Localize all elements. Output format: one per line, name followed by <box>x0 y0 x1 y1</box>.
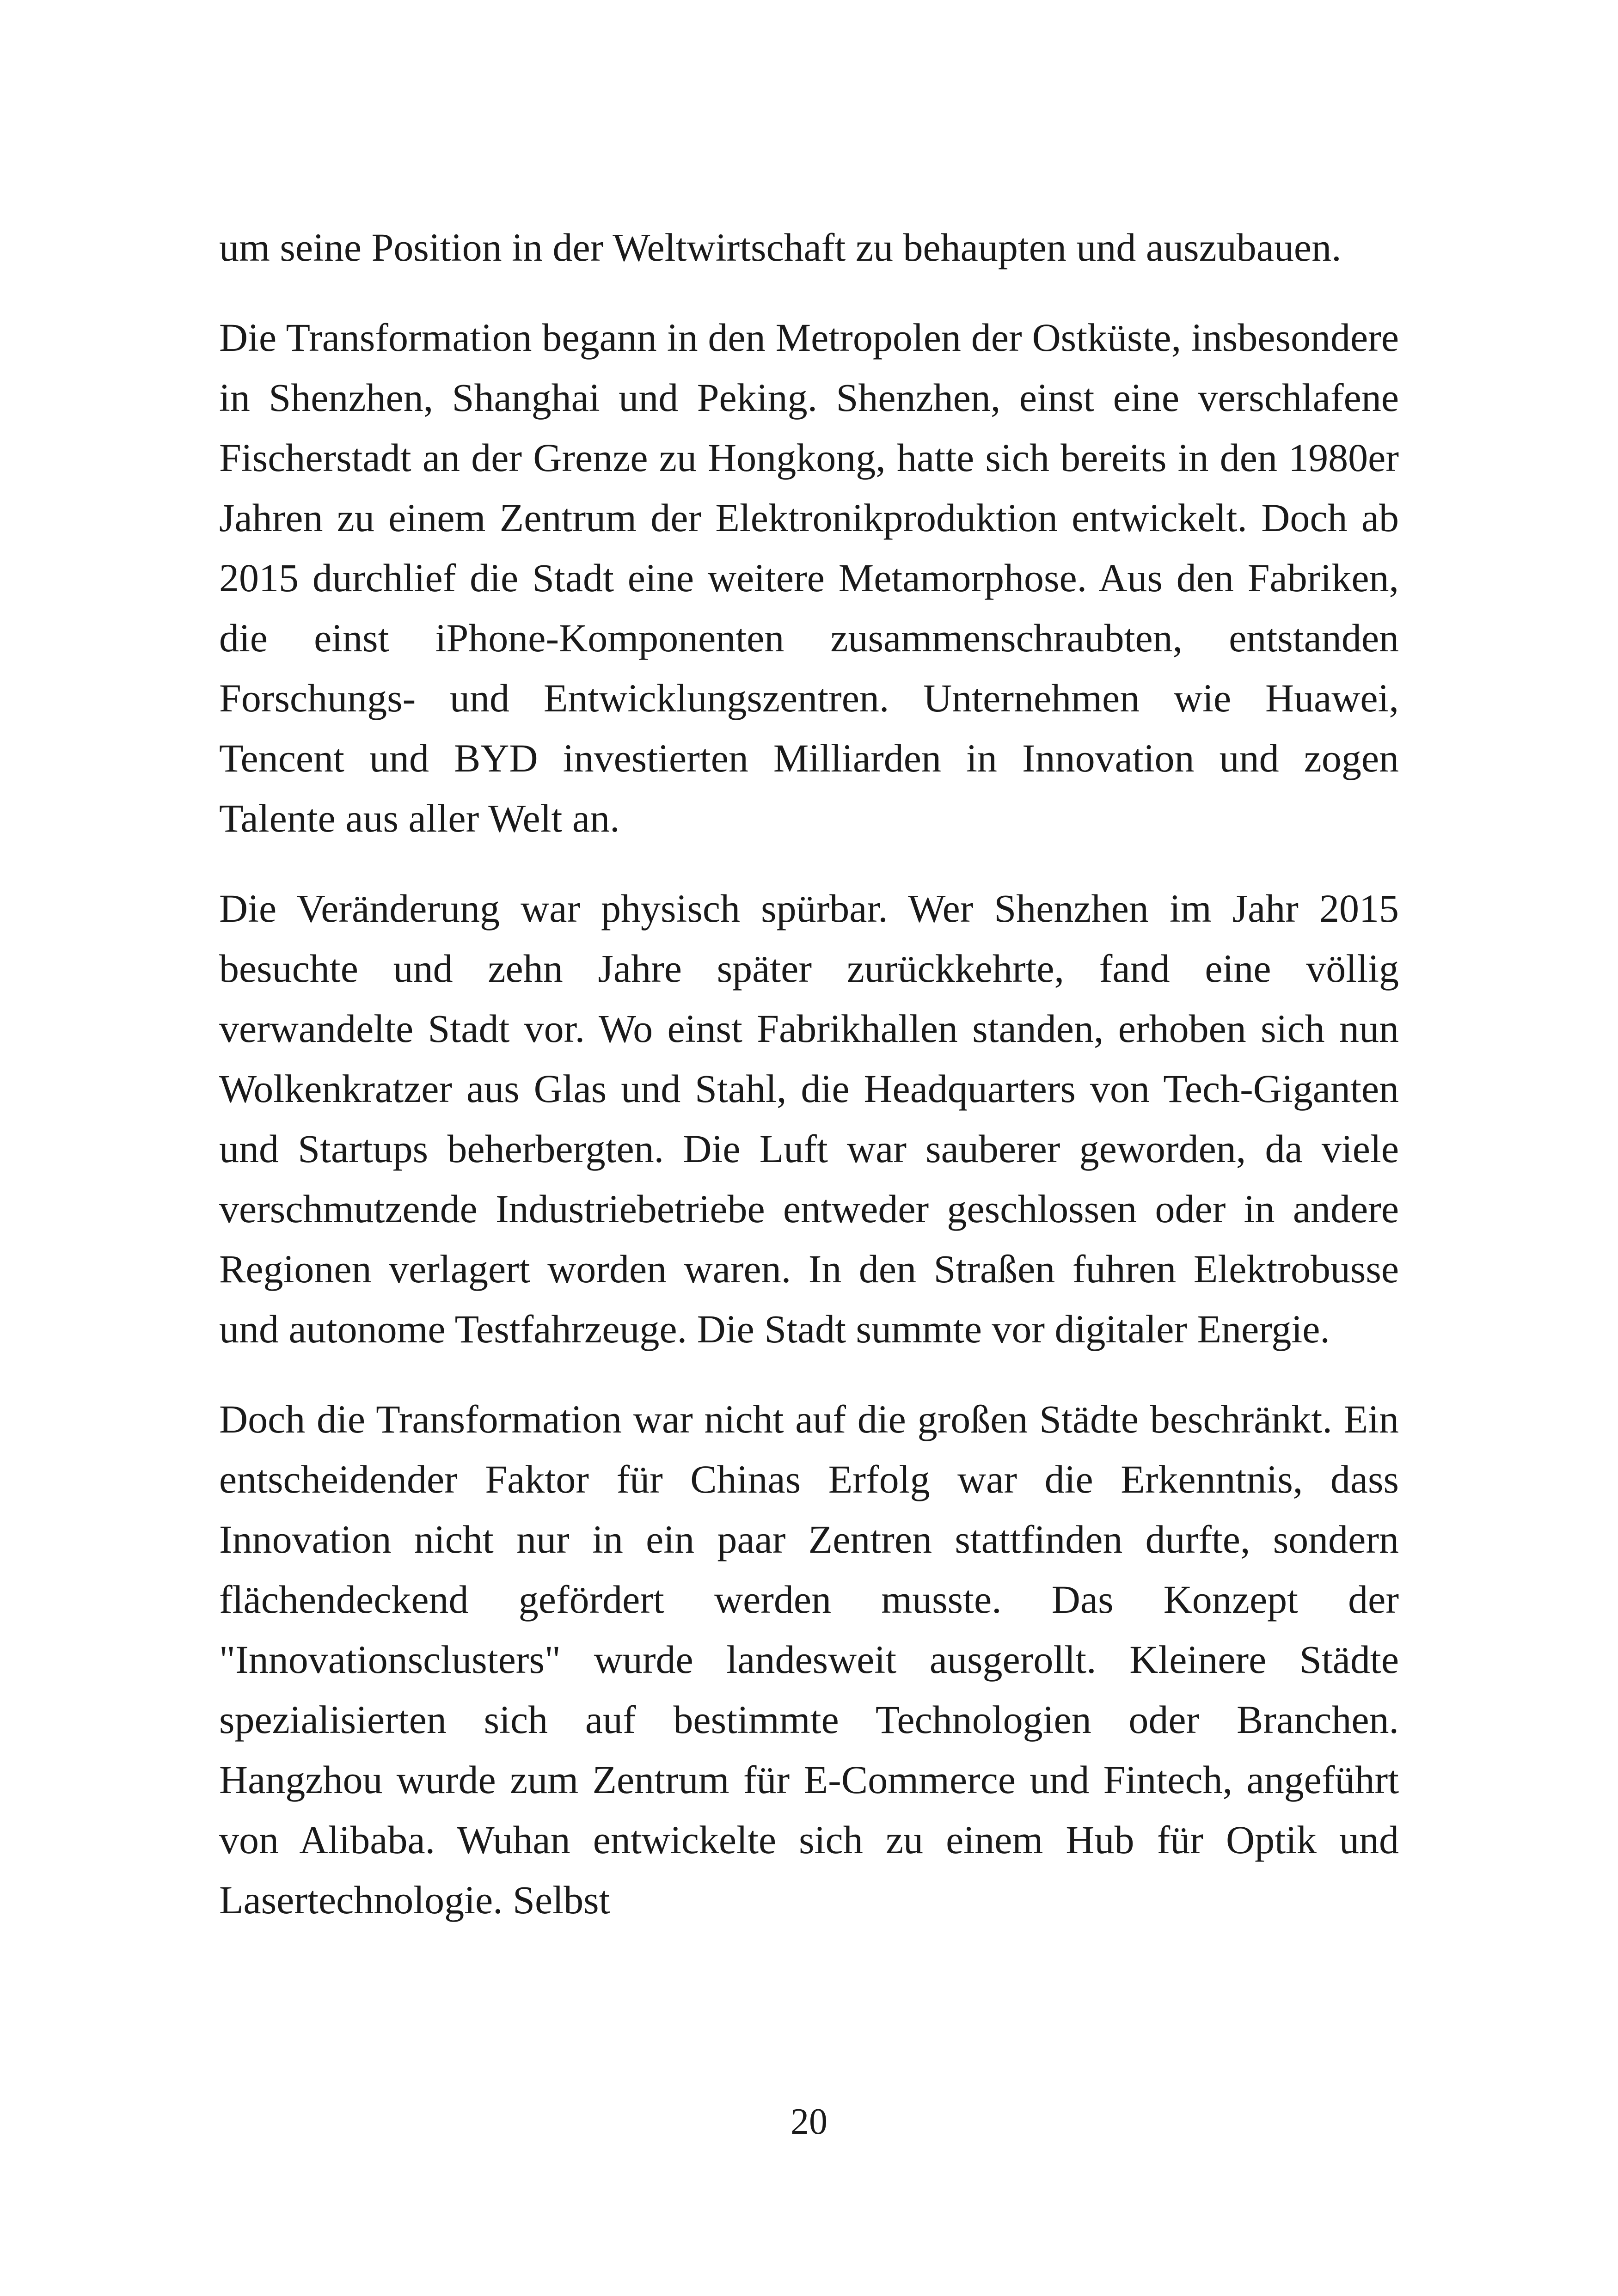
page-number: 20 <box>791 2101 827 2142</box>
body-text <box>219 217 1399 1930</box>
paragraph-3: Die Veränderung war physisch spürbar. Wer Shenzhen im Jahr 2015 besuchte und zehn Jahre später zurückkehrte, fand eine völlig verwandelte Stadt vor. Wo einst Fabrikhallen standen, erhoben sich nun Wolkenkratzer aus Glas und Stahl, die Headquarters von Tech-Giganten und Startups beherbergten. Die Luft war sauberer geworden, da viele verschmutzende Industriebetriebe entweder geschlossen oder in andere Regionen verlagert worden waren. In den Straßen fuhren Elektrobusse und autonome Testfahrzeuge. Die Stadt summte vor digitaler Energie. <box>219 886 1399 1351</box>
paragraph-2: Die Transformation begann in den Metropolen der Ostküste, insbesondere in Shenzhen, Shanghai und Peking. Shenzhen, einst eine verschlafene Fischerstadt an der Grenze zu Hongkong, hatte sich bereits in den 1980er Jahren zu einem Zentrum der Elektronikproduktion entwickelt. Doch ab 2015 durchlief die Stadt eine weitere Metamorphose. Aus den Fabriken, die einst iPhone-Komponenten zusammenschraubten, entstanden Forschungs- und Entwicklungszentren. Unternehmen wie Huawei, Tencent und BYD investierten Milliarden in Innovation und zogen Talente aus aller Welt an. <box>219 315 1399 840</box>
paragraph-4: Doch die Transformation war nicht auf die großen Städte beschränkt. Ein entscheidender Faktor für Chinas Erfolg war die Erkenntnis, dass Innovation nicht nur in ein paar Zentren stattfinden durfte, sondern flächendeckend gefördert werden musste. Das Konzept der "Innovationsclusters" wurde landesweit ausgerollt. Kleinere Städte spezialisierten sich auf bestimmte Technologien oder Branchen. Hangzhou wurde zum Zentrum für E-Commerce und Fintech, angeführt von Alibaba. Wuhan entwickelte sich zu einem Hub für Optik und Lasertechnologie. Selbst <box>219 1397 1399 1922</box>
paragraph-1: um seine Position in der Weltwirtschaft zu behaupten und auszubauen. <box>219 225 1342 269</box>
